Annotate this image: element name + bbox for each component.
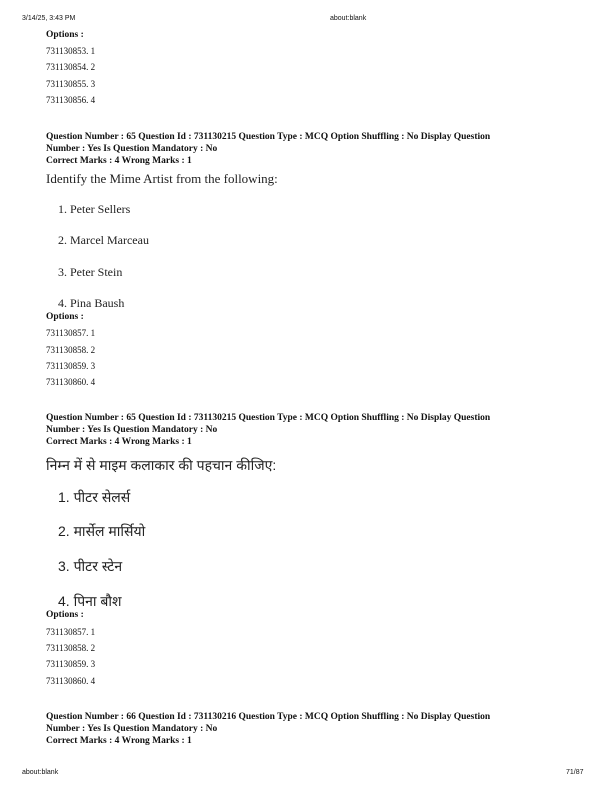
question-text: Identify the Mime Artist from the following: (46, 171, 278, 186)
option-line: 731130857. 1 (46, 627, 96, 637)
option-line: 731130858. 2 (46, 345, 96, 355)
option-line: 731130853. 1 (46, 46, 96, 56)
page-header-title: about:blank (330, 15, 367, 22)
question-meta: Question Number : 66 Question Id : 731130216 Question Type : MCQ Option Shuffling : No Display Question Number : Yes Is Question Mandatory : No Correct Marks : 4 Wrong Marks : 1 (46, 712, 491, 746)
print-datetime: 3/14/25, 3:43 PM (22, 15, 76, 22)
choice-1: 1. Peter Sellers (58, 202, 131, 216)
footer-url: about:blank (22, 769, 59, 776)
choice-3: 3. पीटर स्टेन (58, 558, 123, 574)
choice-2: 2. Marcel Marceau (58, 233, 149, 247)
option-line: 731130860. 4 (46, 676, 96, 686)
question-meta: Question Number : 65 Question Id : 731130215 Question Type : MCQ Option Shuffling : No Display Question Number : Yes Is Question Mandatory : No Correct Marks : 4 Wrong Marks : 1 (46, 132, 491, 166)
options-label: Options : (46, 610, 84, 620)
option-line: 731130859. 3 (46, 659, 96, 669)
options-label: Options : (46, 312, 84, 322)
choice-2: 2. मार्सेल मार्सियो (58, 523, 146, 539)
option-line: 731130858. 2 (46, 643, 96, 653)
choice-4: 4. Pina Baush (58, 296, 125, 310)
page-number: 71/87 (566, 769, 584, 776)
options-label: Options : (46, 30, 84, 40)
option-line: 731130859. 3 (46, 361, 96, 371)
question-text: निम्न में से माइम कलाकार की पहचान कीजिए: (46, 457, 277, 473)
question-meta: Question Number : 65 Question Id : 731130215 Question Type : MCQ Option Shuffling : No Display Question Number : Yes Is Question Mandatory : No Correct Marks : 4 Wrong Marks : 1 (46, 413, 491, 447)
choice-1: 1. पीटर सेलर्स (58, 489, 131, 505)
option-line: 731130854. 2 (46, 62, 96, 72)
option-line: 731130856. 4 (46, 95, 96, 105)
option-line: 731130855. 3 (46, 79, 96, 89)
choice-4: 4. पिना बौश (58, 593, 122, 609)
option-line: 731130857. 1 (46, 328, 96, 338)
option-line: 731130860. 4 (46, 377, 96, 387)
choice-3: 3. Peter Stein (58, 265, 123, 279)
